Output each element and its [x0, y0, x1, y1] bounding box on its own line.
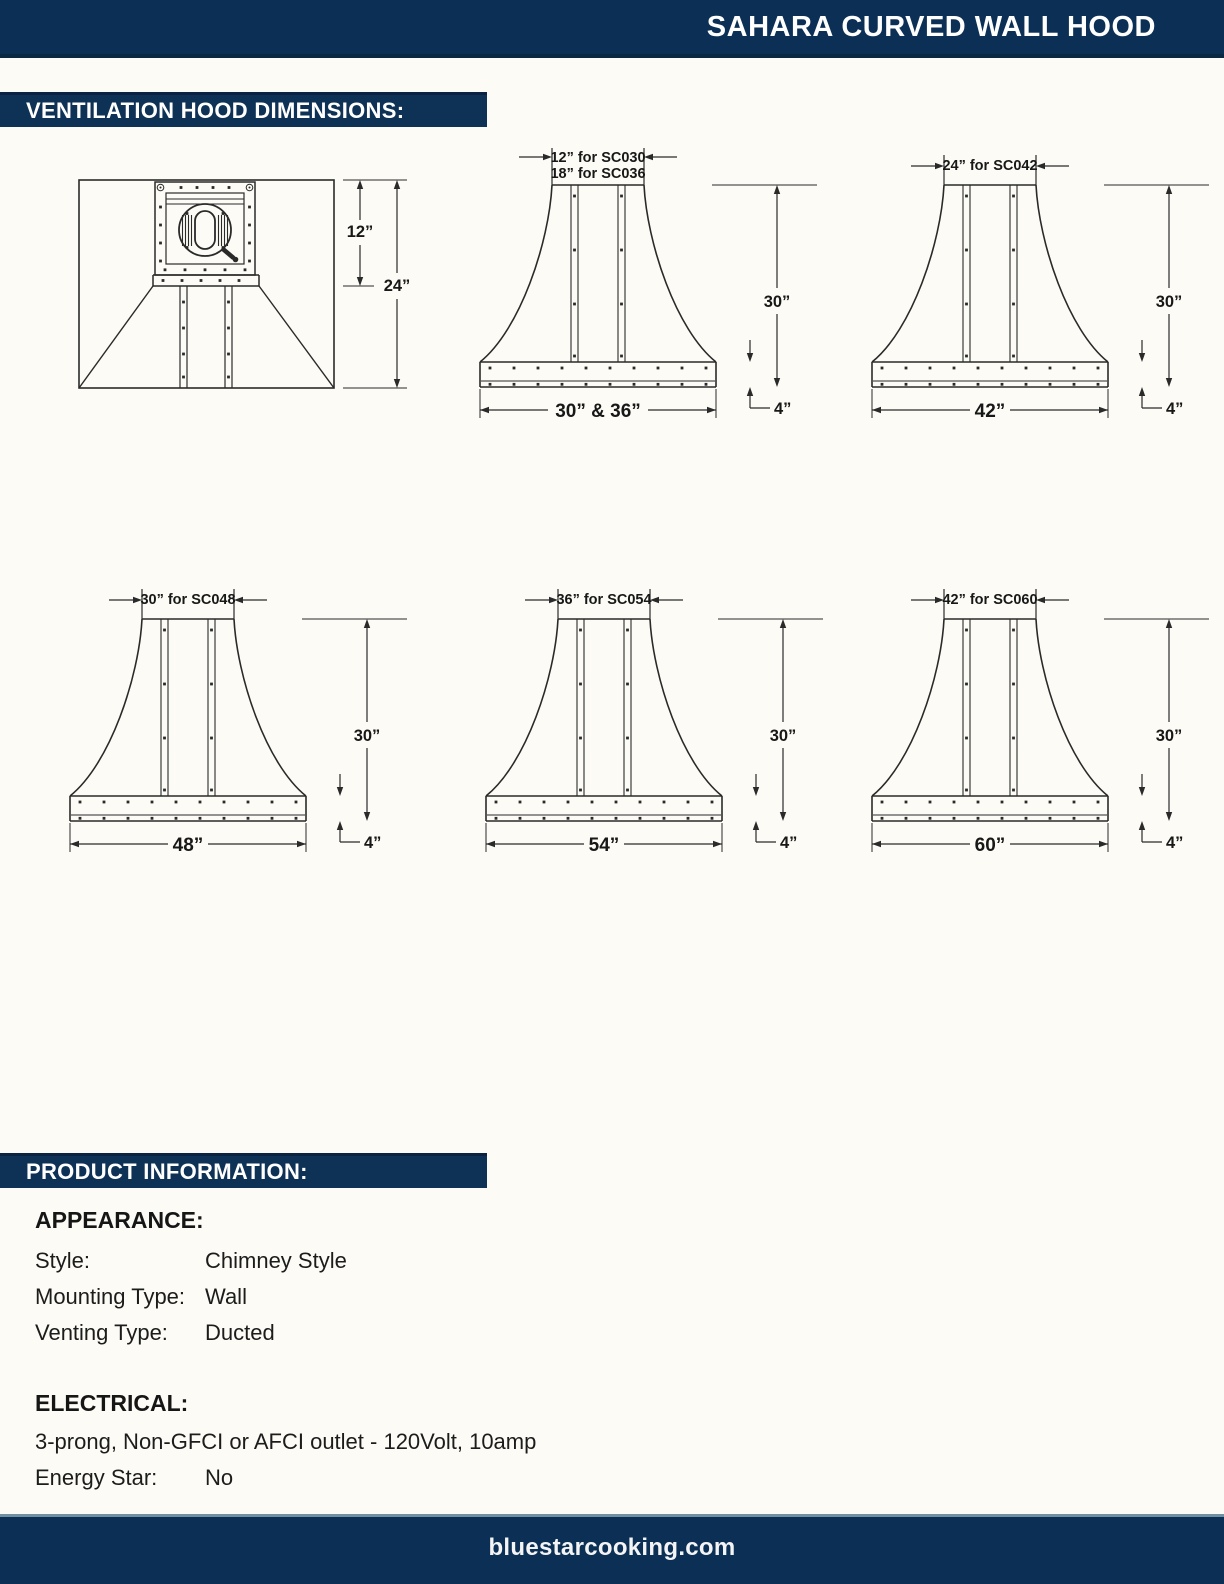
footer-bar: [0, 1514, 1224, 1584]
electrical-note: 3-prong, Non-GFCI or AFCI outlet - 120Volt, 10amp: [35, 1429, 537, 1454]
hood-front-diagram-sc060: [864, 572, 1212, 864]
section-product-information-bar: [0, 1153, 487, 1188]
appearance-row-mounting-type: [35, 1284, 247, 1310]
hood-width-label: 30” & 36”: [555, 401, 641, 422]
row-value: No: [205, 1465, 234, 1490]
hood-top-width-label: 12” for SC030: [550, 150, 646, 166]
hood-band-label: 4”: [364, 834, 382, 852]
hood-band-label: 4”: [780, 834, 798, 852]
row-value: Wall: [205, 1284, 247, 1309]
hood-band-label: 4”: [774, 400, 792, 418]
hood-top-width-label: 18” for SC036: [550, 166, 646, 182]
hood-front-diagram-sc030-sc036: [472, 138, 820, 430]
page-title: SAHARA CURVED WALL HOOD: [706, 10, 1156, 43]
hood-width-label: 60”: [974, 835, 1006, 856]
hood-width-label: 48”: [172, 835, 204, 856]
row-label: Mounting Type:: [35, 1284, 186, 1309]
hood-front-diagram-sc042: [864, 138, 1212, 430]
topview-duct-depth-label: 12”: [346, 223, 374, 241]
hood-height-label: 30”: [1155, 727, 1183, 745]
hood-front-diagram-sc054: [478, 572, 826, 864]
hood-band-label: 4”: [1166, 834, 1184, 852]
footer-website: bluestarcooking.com: [488, 1534, 736, 1561]
row-value: Chimney Style: [205, 1248, 347, 1273]
hood-height-label: 30”: [1155, 293, 1183, 311]
row-label: Energy Star:: [35, 1465, 158, 1490]
hood-height-label: 30”: [353, 727, 381, 745]
electrical-heading: ELECTRICAL:: [35, 1390, 189, 1416]
hood-top-width-label: 36” for SC054: [556, 592, 652, 608]
hood-top-width-label: 42” for SC060: [942, 592, 1038, 608]
page-header-bar: [0, 0, 1224, 58]
hood-top-view-diagram: [62, 165, 412, 400]
row-label: Venting Type:: [35, 1320, 168, 1345]
hood-width-label: 54”: [588, 835, 620, 856]
hood-front-diagram-sc048: [62, 572, 410, 864]
appearance-heading: APPEARANCE:: [35, 1207, 204, 1233]
topview-overall-depth-label: 24”: [383, 277, 411, 295]
appearance-row-venting-type: [35, 1320, 275, 1346]
hood-height-label: 30”: [769, 727, 797, 745]
section-ventilation-dimensions-bar: [0, 92, 487, 127]
row-value: Ducted: [205, 1320, 275, 1345]
electrical-row-energy-star: [35, 1465, 233, 1491]
appearance-row-style: [35, 1248, 347, 1274]
hood-band-label: 4”: [1166, 400, 1184, 418]
section-product-information-label: PRODUCT INFORMATION:: [26, 1159, 308, 1184]
section-ventilation-dimensions-label: VENTILATION HOOD DIMENSIONS:: [26, 98, 405, 123]
hood-height-label: 30”: [763, 293, 791, 311]
hood-top-width-label: 24” for SC042: [942, 158, 1038, 174]
hood-width-label: 42”: [974, 401, 1006, 422]
row-label: Style:: [35, 1248, 91, 1273]
hood-top-width-label: 30” for SC048: [140, 592, 236, 608]
